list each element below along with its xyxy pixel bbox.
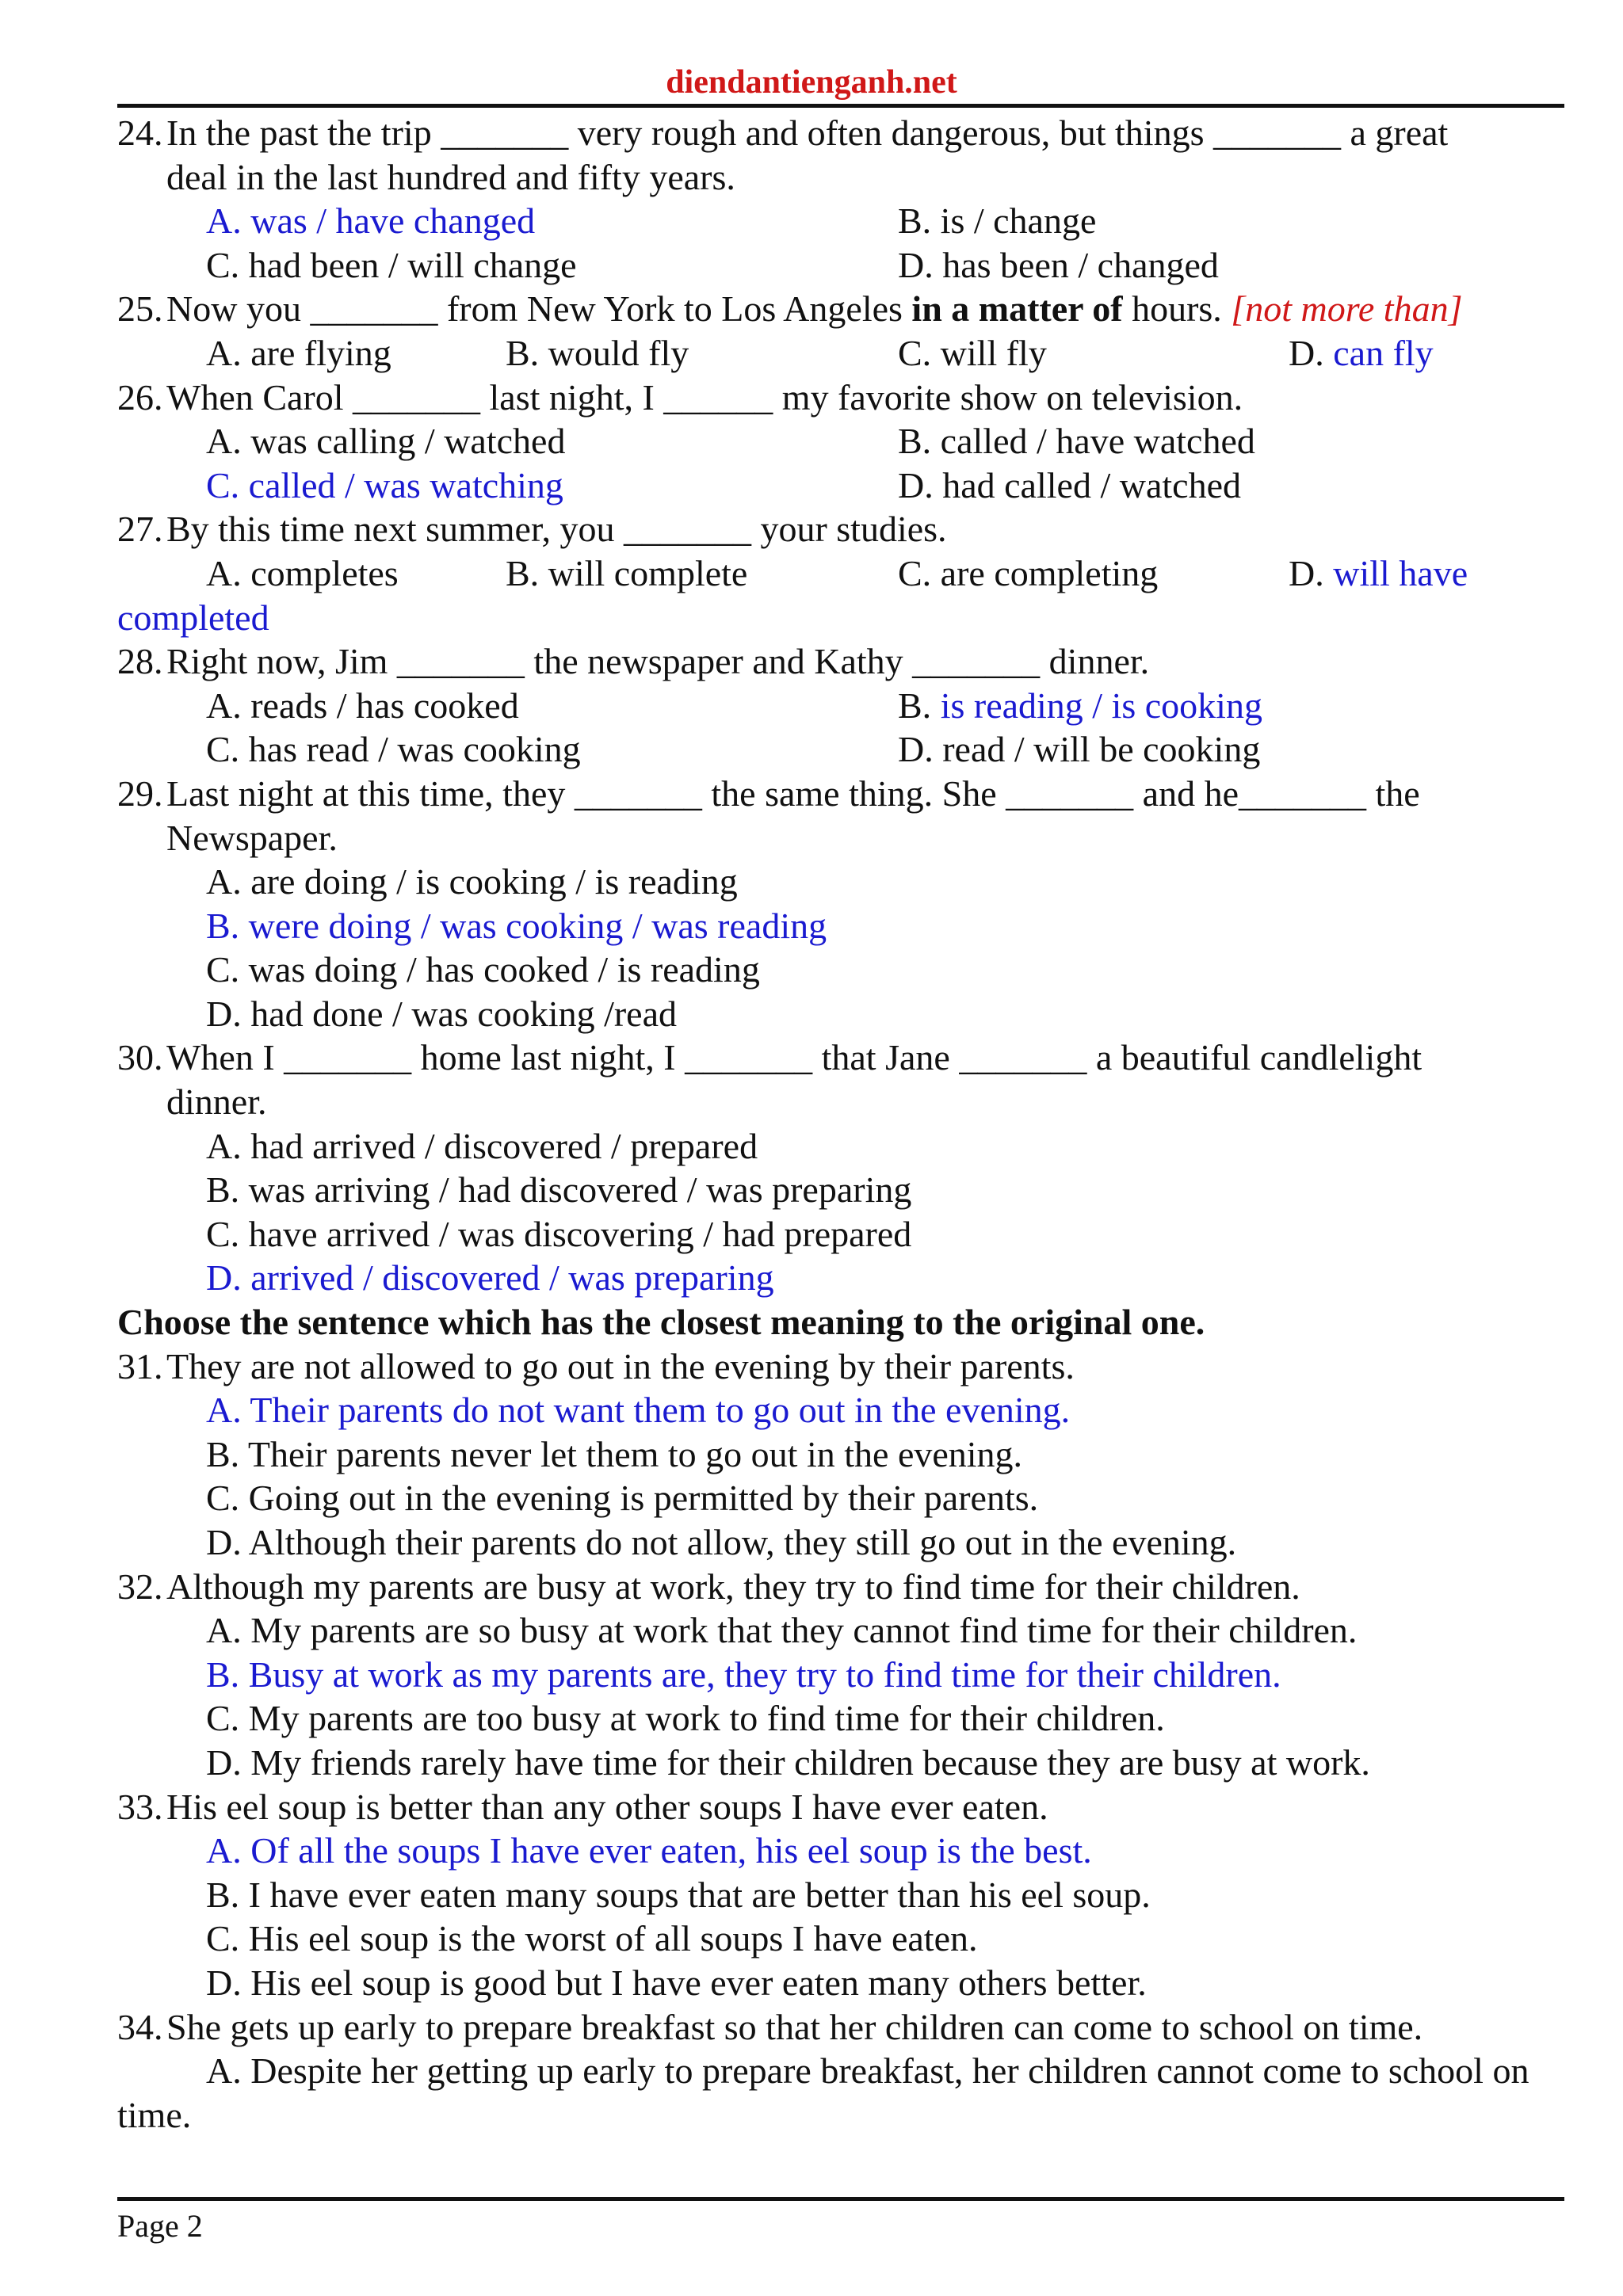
option-a-continued: time.: [117, 2094, 192, 2135]
option-b-letter: B.: [898, 685, 941, 726]
question-stem: She gets up early to prepare breakfast so that her children can come to school on time.: [166, 2006, 1423, 2047]
question-32-option-c-line: [117, 1696, 1560, 1741]
question-27-option-wrap: [117, 596, 1560, 640]
option-a: A. are doing / is cooking / is reading: [206, 861, 738, 902]
option-c: C. had been / will change: [206, 244, 577, 285]
teacher-note: [not more than]: [1231, 288, 1463, 330]
option-c: C. His eel soup is the worst of all soups I have eaten.: [206, 1918, 978, 1959]
option-d: D. has been / changed: [898, 244, 1219, 285]
question-stem: They are not allowed to go out in the evening by their parents.: [166, 1345, 1075, 1386]
option-a: A. reads / has cooked: [206, 685, 519, 726]
question-30-option-b-line: [117, 1168, 1560, 1212]
option-d-answer: can fly: [1333, 332, 1434, 373]
section-heading: Choose the sentence which has the closest meaning to the original one.: [117, 1302, 1205, 1343]
question-number: 26.: [117, 376, 163, 418]
question-33-option-c-line: [117, 1917, 1560, 1961]
option-d-answer-continued: completed: [117, 597, 269, 638]
option-c: C. has read / was cooking: [206, 729, 581, 770]
question-24-line1: [117, 111, 1560, 155]
option-c: C. was doing / has cooked / is reading: [206, 949, 760, 990]
option-c-answer: C. called / was watching: [206, 464, 563, 505]
option-b: B. would fly: [506, 332, 689, 373]
question-29-option-d-line: [117, 992, 1560, 1036]
question-stem: Although my parents are busy at work, they try to find time for their children.: [166, 1566, 1300, 1607]
option-d: D. had called / watched: [898, 464, 1241, 505]
question-33-option-a-line: [117, 1829, 1560, 1873]
question-25-line1: [117, 287, 1560, 331]
question-stem: Last night at this time, they _______ the same thing. She _______ and he_______ the: [166, 772, 1420, 814]
option-b: B. is / change: [898, 200, 1097, 242]
question-stem: In the past the trip _______ very rough and often dangerous, but things _______ a great: [166, 113, 1449, 153]
option-d-letter: D.: [1289, 332, 1334, 373]
option-a: A. Despite her getting up early to prepare breakfast, her children cannot come to school on: [206, 2050, 1529, 2092]
option-d: D. had done / was cooking /read: [206, 993, 678, 1034]
question-34-option-a-wrap: [117, 2093, 1560, 2138]
question-stem-continuation: dinner.: [166, 1081, 267, 1123]
option-d: [1289, 551, 1468, 596]
stem-text-end: hours.: [1122, 288, 1232, 330]
option-a-answer: A. Of all the soups I have ever eaten, his eel soup is the best.: [206, 1830, 1092, 1871]
question-stem: When Carol _______ last night, I ______ my favorite show on television.: [166, 376, 1243, 418]
question-33-option-b-line: [117, 1873, 1560, 1917]
option-b: B. will complete: [506, 552, 748, 593]
option-c: C. My parents are too busy at work to find time for their children.: [206, 1698, 1165, 1739]
question-number: 28.: [117, 641, 163, 682]
question-number: 27.: [117, 509, 163, 550]
question-28-line1: [117, 639, 1560, 684]
header-divider: [117, 104, 1564, 108]
option-c: C. have arrived / was discovering / had prepared: [206, 1213, 912, 1254]
question-29-option-b-line: [117, 904, 1560, 948]
question-stem: Right now, Jim _______ the newspaper and Kathy _______ dinner.: [166, 641, 1150, 682]
option-b: B. I have ever eaten many soups that are better than his eel soup.: [206, 1874, 1151, 1915]
question-24-options-ab: [117, 199, 1560, 243]
question-33-line1: [117, 1785, 1560, 1829]
question-number: 31.: [117, 1345, 163, 1386]
site-header-title: diendantienganh.net: [666, 64, 957, 101]
question-30-option-a-line: [117, 1124, 1560, 1169]
stem-bold-phrase: in a matter of: [911, 288, 1123, 330]
question-29-line1: [117, 772, 1560, 816]
question-31-option-b-line: [117, 1432, 1560, 1477]
option-a: A. are flying: [206, 332, 391, 373]
question-28-options-ab: [117, 684, 1560, 728]
option-d: D. My friends rarely have time for their children because they are busy at work.: [206, 1741, 1370, 1783]
document-body: [117, 111, 1560, 2137]
option-d-letter: D.: [1289, 552, 1334, 593]
option-a: A. had arrived / discovered / prepared: [206, 1125, 758, 1166]
question-33-option-d-line: [117, 1961, 1560, 2005]
question-32-line1: [117, 1565, 1560, 1609]
question-24-line2: [117, 155, 1560, 200]
option-d-answer: will have: [1333, 552, 1468, 593]
option-c: C. will fly: [898, 332, 1047, 373]
option-b: [898, 684, 1262, 728]
question-30-option-d-line: [117, 1256, 1560, 1300]
question-32-option-a-line: [117, 1608, 1560, 1653]
option-b-answer: B. Busy at work as my parents are, they try to find time for their children.: [206, 1653, 1281, 1695]
option-d: D. Although their parents do not allow, they still go out in the evening.: [206, 1522, 1237, 1562]
question-26-options-ab: [117, 419, 1560, 463]
question-30-line2: [117, 1080, 1560, 1124]
option-b: B. was arriving / had discovered / was preparing: [206, 1169, 912, 1211]
option-d-answer: D. arrived / discovered / was preparing: [206, 1257, 774, 1299]
question-31-line1: [117, 1344, 1560, 1389]
question-stem-continuation: deal in the last hundred and fifty years.: [166, 156, 735, 197]
question-29-option-a-line: [117, 860, 1560, 904]
question-30-option-c-line: [117, 1212, 1560, 1257]
question-number: 34.: [117, 2006, 163, 2047]
question-31-option-a-line: [117, 1388, 1560, 1432]
option-c: C. are completing: [898, 552, 1159, 593]
option-a: A. My parents are so busy at work that they cannot find time for their children.: [206, 1610, 1358, 1651]
question-25-options: [117, 331, 1560, 376]
question-31-option-d-line: [117, 1520, 1560, 1565]
section-heading-line: [117, 1300, 1560, 1344]
option-d: [1289, 331, 1434, 376]
question-34-option-a-line: [117, 2049, 1560, 2093]
question-stem: His eel soup is better than any other soups I have ever eaten.: [166, 1786, 1048, 1827]
question-32-option-b-line: [117, 1653, 1560, 1697]
option-b: B. called / have watched: [898, 421, 1255, 462]
option-d: D. read / will be cooking: [898, 729, 1261, 770]
question-number: 25.: [117, 288, 163, 330]
question-stem: By this time next summer, you _______ your studies.: [166, 509, 947, 550]
option-b: B. Their parents never let them to go out in the evening.: [206, 1433, 1023, 1474]
option-b-answer: B. were doing / was cooking / was reading: [206, 905, 827, 946]
question-number: 30.: [117, 1037, 163, 1078]
question-stem-continuation: Newspaper.: [166, 817, 338, 858]
option-a-answer: A. Their parents do not want them to go out in the evening.: [206, 1390, 1071, 1431]
option-a-answer: A. was / have changed: [206, 200, 536, 242]
footer-divider: [117, 2197, 1564, 2201]
question-30-line1: [117, 1035, 1560, 1080]
question-number: 29.: [117, 772, 163, 814]
question-29-line2: [117, 816, 1560, 860]
question-stem: When I _______ home last night, I _______ that Jane _______ a beautiful candlelight: [166, 1037, 1423, 1078]
question-27-line1: [117, 507, 1560, 551]
question-number: 24.: [117, 113, 163, 153]
question-32-option-d-line: [117, 1741, 1560, 1785]
option-a: A. completes: [206, 552, 399, 593]
question-24-options-cd: [117, 243, 1560, 288]
question-number: 33.: [117, 1786, 163, 1827]
question-stem: [166, 287, 1463, 331]
option-b-answer: is reading / is cooking: [940, 685, 1262, 726]
stem-text: Now you _______ from New York to Los Angeles: [166, 288, 912, 330]
question-26-line1: [117, 376, 1560, 420]
question-26-options-cd: [117, 463, 1560, 508]
question-number: 32.: [117, 1566, 163, 1607]
question-27-options: [117, 551, 1560, 596]
option-c: C. Going out in the evening is permitted by their parents.: [206, 1478, 1039, 1519]
question-34-line1: [117, 2005, 1560, 2050]
option-a: A. was calling / watched: [206, 421, 566, 462]
page-number: Page 2: [117, 2208, 203, 2244]
question-29-option-c-line: [117, 948, 1560, 992]
question-31-option-c-line: [117, 1476, 1560, 1520]
question-28-options-cd: [117, 727, 1560, 772]
option-d: D. His eel soup is good but I have ever eaten many others better.: [206, 1962, 1147, 2003]
